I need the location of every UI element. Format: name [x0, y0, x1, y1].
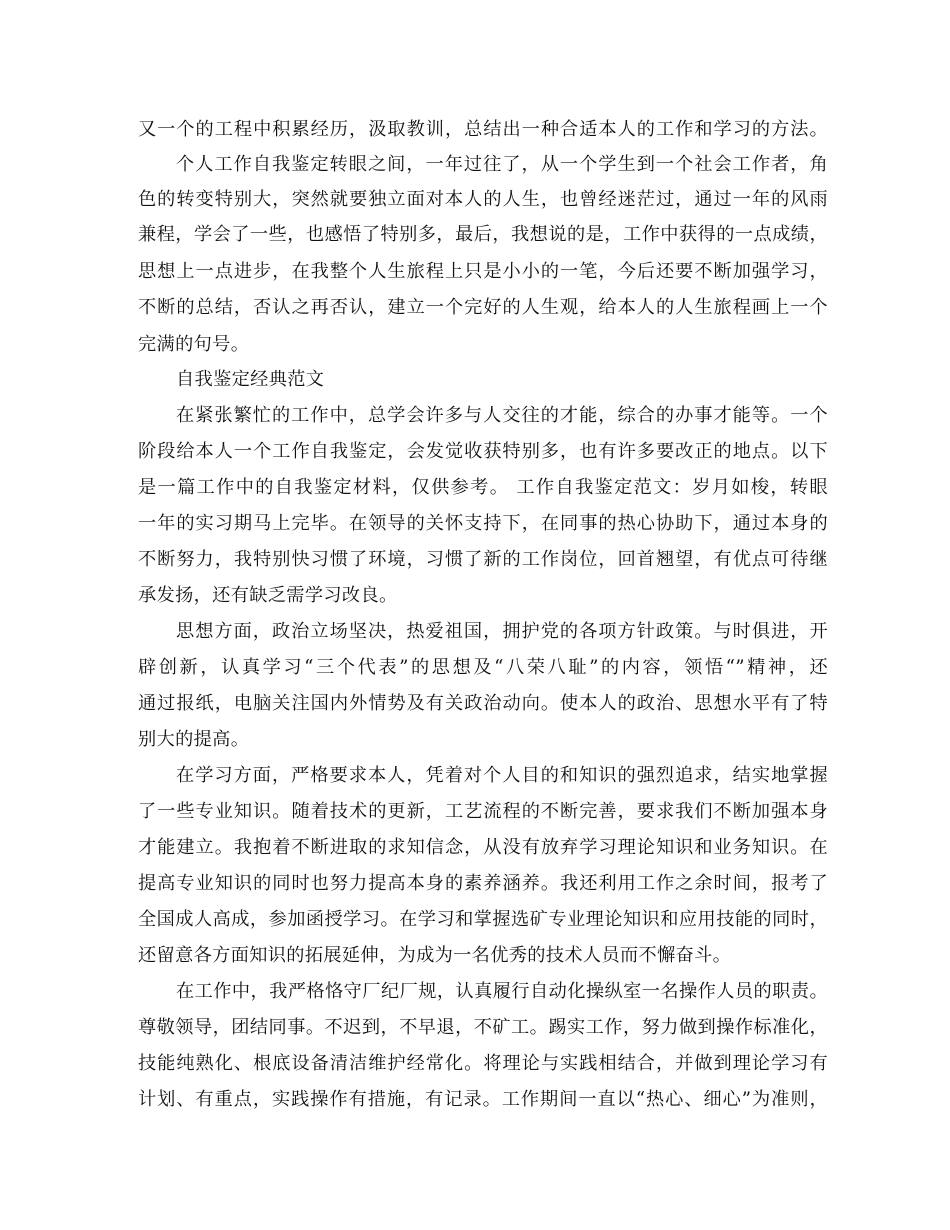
- text-line: 一年的实习期马上完毕。在领导的关怀支持下，在同事的热心协助下，通过本身的: [138, 513, 828, 534]
- text-line: 别大的提高。: [138, 729, 250, 750]
- text-line: 辟创新，认真学习“三个代表”的思想及“八荣八耻”的内容，领悟“”精神，还: [138, 657, 828, 678]
- text-line: 是一篇工作中的自我鉴定材料，仅供参考。 工作自我鉴定范文：岁月如梭，转眼: [138, 477, 828, 498]
- paragraph-first-line: 个人工作自我鉴定转眼之间，一年过往了，从一个学生到一个社会工作者，角: [176, 154, 828, 175]
- paragraph-first-line: 思想方面，政治立场坚决，热爱祖国，拥护党的各项方针政策。与时俱进，开: [176, 621, 828, 642]
- text-line: 还留意各方面知识的拓展延伸，为成为一名优秀的技术人员而不懈奋斗。: [138, 945, 732, 966]
- text-line: 思想上一点进步，在我整个人生旅程上只是小小的一笔，今后还要不断加强学习，: [138, 261, 828, 282]
- text-line: 阶段给本人一个工作自我鉴定，会发觉收获特别多，也有许多要改正的地点。以下: [138, 441, 828, 462]
- text-line: 通过报纸，电脑关注国内外情势及有关政治动向。使本人的政治、思想水平有了特: [138, 693, 828, 714]
- text-line: 色的转变特别大，突然就要独立面对本人的人生，也曾经迷茫过，通过一年的风雨: [138, 189, 828, 210]
- text-line: 才能建立。我抱着不断进取的求知信念，从没有放弃学习理论知识和业务知识。在: [138, 837, 828, 858]
- text-line: 承发扬，还有缺乏需学习改良。: [138, 585, 398, 606]
- paragraph-first-line: 在工作中，我严格恪守厂纪厂规，认真履行自动化操纵室一名操作人员的职责。: [176, 981, 828, 1002]
- text-line: 计划、有重点，实践操作有措施，有记录。工作期间一直以“热心、细心”为准则，: [138, 1089, 828, 1110]
- text-line: 又一个的工程中积累经历，汲取教训，总结出一种合适本人的工作和学习的方法。: [138, 119, 828, 140]
- section-heading: 自我鉴定经典范文: [176, 369, 325, 390]
- text-line: 尊敬领导，团结同事。不迟到，不早退，不矿工。踢实工作，努力做到操作标准化，: [138, 1017, 828, 1038]
- text-line: 全国成人高成，参加函授学习。在学习和掌握选矿专业理论知识和应用技能的同时，: [138, 909, 828, 930]
- paragraph-first-line: 在学习方面，严格要求本人，凭着对个人目的和知识的强烈追求，结实地掌握: [176, 765, 828, 786]
- text-line: 完满的句号。: [138, 334, 250, 355]
- text-line: 了一些专业知识。随着技术的更新，工艺流程的不断完善，要求我们不断加强本身: [138, 801, 828, 822]
- text-line: 技能纯熟化、根底设备清洁维护经常化。将理论与实践相结合，并做到理论学习有: [138, 1053, 828, 1074]
- text-line: 提高专业知识的同时也努力提高本身的素养涵养。我还利用工作之余时间，报考了: [138, 873, 828, 894]
- text-line: 不断努力，我特别快习惯了环境，习惯了新的工作岗位，回首翘望，有优点可待继: [138, 549, 828, 570]
- paragraph-first-line: 在紧张繁忙的工作中，总学会许多与人交往的才能，综合的办事才能等。一个: [176, 405, 828, 426]
- text-line: 兼程，学会了一些，也感悟了特别多，最后，我想说的是，工作中获得的一点成绩，: [138, 224, 828, 245]
- text-line: 不断的总结，否认之再否认，建立一个完好的人生观，给本人的人生旅程画上一个: [138, 297, 828, 318]
